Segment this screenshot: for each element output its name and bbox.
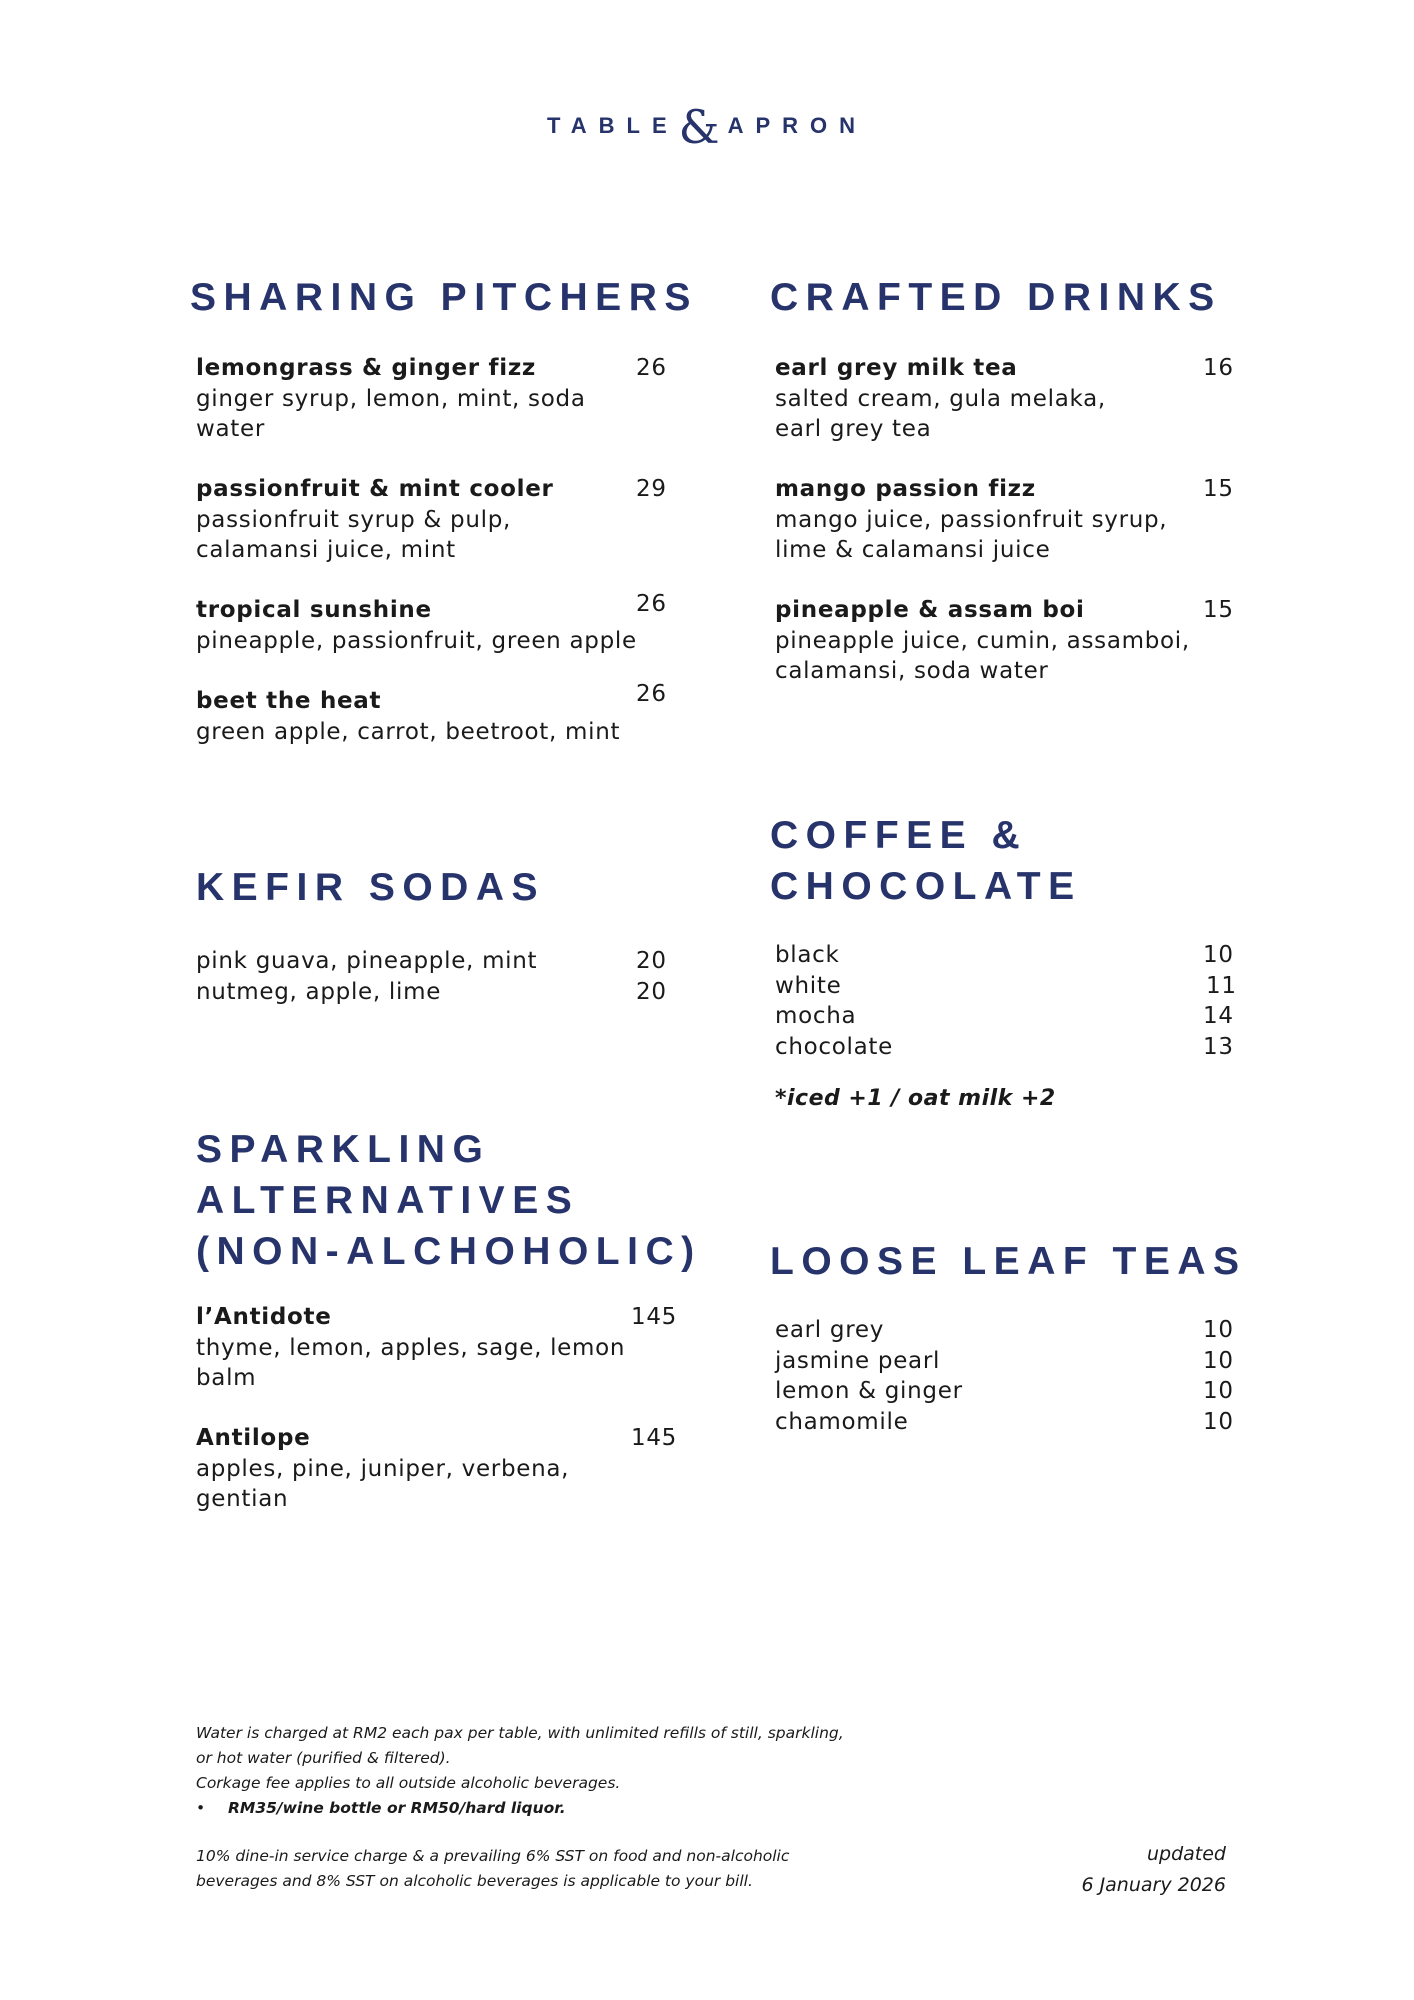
- item-price: 20: [636, 948, 667, 974]
- service-note-line-1: 10% dine-in service charge & a prevailing 6% SST on food and non-alcoholic: [196, 1847, 790, 1865]
- section-title-line-1: COFFEE &: [770, 814, 1028, 857]
- item-name: passionfruit & mint cooler: [196, 476, 554, 502]
- menu-item: [196, 1302, 676, 1394]
- item-name: lemon & ginger: [775, 1378, 963, 1404]
- item-desc: salted cream, gula melaka,: [775, 385, 1106, 412]
- item-price: 11: [1206, 972, 1237, 999]
- item-price: 10: [1203, 1317, 1234, 1343]
- item-name: pineapple & assam boi: [775, 597, 1085, 623]
- menu-row: [775, 1001, 1235, 1032]
- item-name: white: [775, 972, 842, 999]
- item-name: mango passion fizz: [775, 476, 1036, 502]
- item-price: 145: [631, 1425, 677, 1451]
- item-desc: pineapple, passionfruit, green apple: [196, 627, 637, 654]
- menu-row: [196, 977, 676, 1008]
- item-price: 26: [636, 681, 667, 707]
- section-sharing-pitchers: [190, 272, 710, 323]
- water-note-line-1: Water is charged at RM2 each pax per table, with unlimited refills of still, sparkling,: [196, 1724, 844, 1742]
- section-title: KEFIR SODAS: [196, 866, 546, 909]
- menu-item: [196, 681, 676, 747]
- item-price: 29: [636, 476, 667, 502]
- section-title-line-3: (NON-ALCHOHOLIC): [196, 1230, 702, 1273]
- item-desc: calamansi juice, mint: [196, 537, 456, 563]
- item-price: 10: [1203, 1347, 1234, 1374]
- section-title: SHARING PITCHERS: [190, 276, 698, 319]
- section-crafted-drinks: [770, 272, 1330, 323]
- brand-ampersand: &: [678, 100, 728, 154]
- menu-row: [775, 1315, 1235, 1346]
- menu-item: [196, 474, 676, 566]
- menu-item: [196, 1423, 676, 1515]
- item-price: 10: [1203, 1378, 1234, 1404]
- footer-notes: [196, 1721, 916, 1821]
- menu-row: [775, 971, 1235, 1002]
- item-desc: calamansi, soda water: [775, 658, 1049, 684]
- updated-label: updated: [1146, 1843, 1226, 1865]
- item-name: tropical sunshine: [196, 597, 432, 623]
- corkage-rate-text: RM35/wine bottle or RM50/hard liquor.: [228, 1799, 566, 1817]
- menu-row: [775, 1346, 1235, 1377]
- item-desc: gentian: [196, 1486, 289, 1512]
- section-sparkling: [196, 1124, 736, 1277]
- item-price: 20: [636, 978, 667, 1005]
- section-coffee-chocolate: [770, 810, 1330, 912]
- item-name: earl grey: [775, 1317, 885, 1343]
- item-desc: thyme, lemon, apples, sage, lemon: [196, 1334, 626, 1361]
- section-title-line-2: ALTERNATIVES: [196, 1179, 580, 1222]
- item-desc: mango juice, passionfruit syrup,: [775, 506, 1168, 533]
- item-price: 26: [636, 591, 667, 617]
- item-name: mocha: [775, 1003, 857, 1029]
- item-price: 26: [636, 355, 667, 381]
- item-price: 10: [1203, 1408, 1234, 1435]
- item-name: lemongrass & ginger fizz: [196, 355, 537, 381]
- item-desc: apples, pine, juniper, verbena,: [196, 1455, 570, 1482]
- item-price: 145: [631, 1304, 677, 1330]
- service-note-line-2: beverages and 8% SST on alcoholic beverages is applicable to your bill.: [196, 1872, 753, 1890]
- kefir-sodas-list: [196, 946, 676, 1007]
- item-name: l’Antidote: [196, 1304, 332, 1330]
- menu-item: [775, 353, 1235, 445]
- item-price: 16: [1203, 355, 1234, 381]
- bullet-icon: •: [196, 1799, 206, 1817]
- brand-name-left: TABLE: [546, 113, 679, 138]
- item-name: chocolate: [775, 1033, 893, 1060]
- corkage-rate: [196, 1796, 916, 1821]
- section-title-line-2: CHOCOLATE: [770, 865, 1082, 908]
- item-desc: passionfruit syrup & pulp,: [196, 506, 512, 533]
- corkage-note: Corkage fee applies to all outside alcoholic beverages.: [196, 1774, 621, 1792]
- item-name: beet the heat: [196, 688, 382, 714]
- section-loose-leaf-teas: [770, 1236, 1330, 1287]
- coffee-note: *iced +1 / oat milk +2: [775, 1086, 1056, 1111]
- updated-date: 6 January 2026: [1081, 1874, 1226, 1896]
- loose-leaf-teas-list: [775, 1315, 1235, 1437]
- item-desc: ginger syrup, lemon, mint, soda: [196, 385, 586, 412]
- item-price: 15: [1203, 597, 1234, 623]
- water-note-line-2: or hot water (purified & filtered).: [196, 1749, 451, 1767]
- menu-item: [775, 474, 1235, 566]
- item-desc: pineapple juice, cumin, assamboi,: [775, 627, 1190, 654]
- item-name: Antilope: [196, 1425, 311, 1451]
- item-name: nutmeg, apple, lime: [196, 978, 442, 1005]
- menu-row: [775, 1407, 1235, 1438]
- menu-row: [775, 1376, 1235, 1407]
- menu-row: [196, 946, 676, 977]
- menu-item: [196, 591, 676, 656]
- item-name: chamomile: [775, 1408, 909, 1435]
- brand-name-right: APRON: [727, 113, 868, 138]
- item-desc: green apple, carrot, beetroot, mint: [196, 718, 621, 745]
- updated-stamp: [1000, 1839, 1226, 1901]
- item-name: black: [775, 942, 840, 968]
- item-desc: lime & calamansi juice: [775, 537, 1051, 563]
- section-kefir-sodas: [196, 862, 676, 913]
- item-name: pink guava, pineapple, mint: [196, 948, 538, 974]
- section-title: LOOSE LEAF TEAS: [770, 1240, 1247, 1283]
- item-price: 14: [1203, 1003, 1234, 1029]
- brand-logo: [0, 100, 1414, 154]
- menu-item: [775, 595, 1235, 687]
- menu-item: [196, 353, 676, 445]
- item-desc: balm: [196, 1365, 257, 1391]
- section-title-line-1: SPARKLING: [196, 1128, 491, 1171]
- menu-row: [775, 940, 1235, 971]
- item-price: 15: [1203, 476, 1234, 502]
- menu-row: [775, 1032, 1235, 1063]
- item-name: jasmine pearl: [775, 1347, 941, 1374]
- service-charge-note: [196, 1844, 916, 1894]
- item-desc: water: [196, 416, 266, 442]
- item-price: 13: [1203, 1033, 1234, 1060]
- item-price: 10: [1203, 942, 1234, 968]
- item-name: earl grey milk tea: [775, 355, 1018, 381]
- coffee-chocolate-list: [775, 940, 1235, 1111]
- item-desc: earl grey tea: [775, 416, 932, 442]
- section-title: CRAFTED DRINKS: [770, 276, 1222, 319]
